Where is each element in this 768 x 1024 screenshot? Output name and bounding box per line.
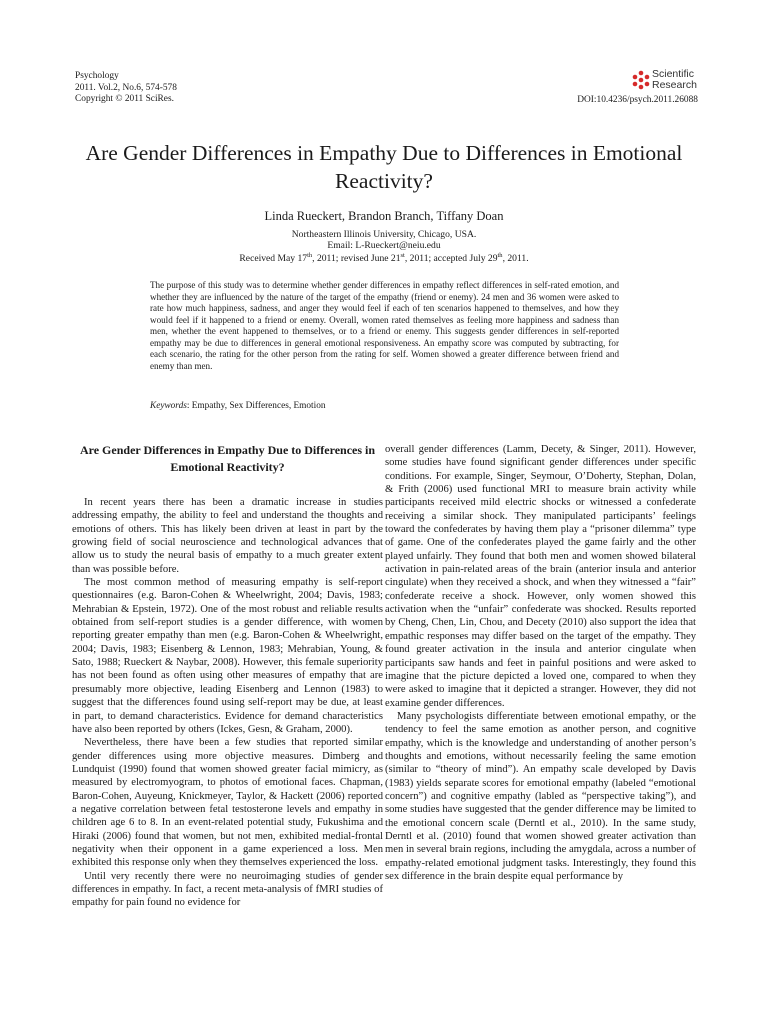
body-column-right [385, 443, 696, 883]
publisher-logo-icon [630, 69, 652, 91]
journal-name: Psychology [75, 71, 119, 81]
doi: DOI:10.4236/psych.2011.26088 [577, 95, 698, 105]
publisher-logo [630, 68, 710, 94]
body-paragraph: overall gender differences (Lamm, Decety, & Singer, 2011). However, some studies have found significant gender differences under specific conditions. For example, Singer, Seymour, O’Doherty, Stephan, Dolan, & Frith (2006) used functional MRI to measure brain activity while participants received mild electric shocks or witnessed a confederate receiving a similar shock. They manipulated participants’ feelings toward the confederates by having them play a “prisoner dilemma” type of game. One of the confederates played the game fairly and the other played unfairly. They found that both men and women showed bilateral activation in pain-related areas of the brain (anterior insula and anterior cingulate) when they received a shock, and when they witnessed a “fair” confederate receive a shock. However, only women showed this activation when the “unfair” confederate was shocked. Results reported by Cheng, Chen, Lin, Chou, and Decety (2010) also support the idea that empathic responses may differ based on the target of the empathy. They found greater activation in the insula and anterior cingulate when participants saw hands and feet in painful positions and were asked to imagine that the picture depicted a loved one, compared to when they were asked to imagine that it depicted a stranger. However, they did not examine gender differences. [385, 444, 696, 709]
keywords-label: Keywords [150, 401, 187, 411]
journal-info [75, 71, 177, 106]
section-heading: Are Gender Differences in Empathy Due to Differences in Emotional Reactivity? [79, 443, 376, 474]
keywords [150, 401, 326, 411]
article-title: Are Gender Differences in Empathy Due to Differences in Emotional Reactivity? [85, 141, 683, 193]
body-paragraph: Many psychologists differentiate between emotional empathy, or the tendency to feel the same emotion as another person, and cognitive empathy, which is the knowledge and understanding of another person’s thoughts and emotions, without necessarily feeling the same emotion (similar to “theory of mind”). An empathy scale developed by Davis (1983) yields separate scores for emotional empathy (labeled “emotional concern”) and cognitive empathy (labled as “perspective taking”), and some studies have suggested that the gender difference may be limited to the emotional concern scale (Derntl et al., 2010). In the same study, Derntl et al. (2010) found that women showed greater activation than men in several brain regions, including the amygdala, across a number of empathy-related emotional judgment tasks. Interestingly, they found this sex difference in the brain despite equal performance by [385, 710, 696, 882]
body-paragraph: In recent years there has been a dramatic increase in studies addressing empathy, the ability to feel and understand the thoughts and emotions of others. This has likely been driven at least in part by the growing field of social neuroscience and technological advances that allow us to study the neural basis of empathy to a much greater extent than was possible before. [72, 497, 383, 575]
keywords-list: : Empathy, Sex Differences, Emotion [186, 401, 326, 411]
journal-copyright: Copyright © 2011 SciRes. [75, 94, 174, 104]
affiliation: Northeastern Illinois University, Chicago, USA. [291, 229, 477, 240]
journal-volume: 2011. Vol.2, No.6, 574-578 [75, 82, 177, 93]
author-list: Linda Rueckert, Brandon Branch, Tiffany Doan [264, 209, 504, 223]
body-paragraph: The most common method of measuring empathy is self-report questionnaires (e.g. Baron-Cohen & Wheelwright, 2004; Davis, 1983; Mehrabian & Epstein, 1972). One of the most robust and reliable results obtained from self-report studies is a gender difference, with women reporting greater empathy than men (e.g. Baron-Cohen & Wheelwright, 2004; Davis, 1983; Eisenberg & Lennon, 1983; Mehrabian, Young, & Sato, 1988; Rueckert & Naybar, 2008). However, this female superiority has not been found as often using other measures of empathy that are presumably more objective, leading Eisenberg and Lennon (1983) to suggest that the differences found using self-report may be due, at least in part, to demand characteristics. Evidence for demand characteristics have also been reported by others (Ickes, Gesn, & Graham, 2000). [72, 577, 383, 735]
received-dates: Received May 17th, 2011; revised June 21st, 2011; accepted July 29th, 2011. [239, 251, 529, 264]
body-paragraph: Until very recently there were no neuroimaging studies of gender differences in empathy. In fact, a recent meta-analysis of fMRI studies of empathy for pain found no evidence for [72, 870, 383, 909]
abstract: The purpose of this study was to determine whether gender differences in empathy reflect differences in self-rated emotion, and whether they are influenced by the nature of the target of the empathy (friend or enemy). 24 men and 36 women were asked to rate how much happiness, sadness, and anger they would feel if each of ten scenarios happened to themselves, and how they would feel if it happened to a friend or enemy. Overall, women rated themselves as feeling more happiness and sadness than men, whether the event happened to themselves, or to a friend or enemy. This suggests gender differences in self-reported empathy may be due to differences in general emotional responsiveness. An empathy score was computed by subtracting, for each scenario, the rating for the other person from the rating for self. Women showed a greater difference between friend and enemy than men. [150, 280, 619, 371]
body-column-left [72, 440, 383, 910]
body-paragraph: Nevertheless, there have been a few studies that reported similar gender differences using more objective measures. Dimberg and Lundquist (1990) found that women showed greater facial mimicry, as measured by electromyogram, to photos of emotional faces. Chapman, Baron-Cohen, Auyeung, Knickmeyer, Taylor, & Hackett (2006) reported a negative correlation between fetal testosterone levels and empathy in children age 6 to 8. In an event-related potential study, Fukushima and Hiraki (2006) found that women, but not men, exhibited medial-frontal negativity when their opponent in a game experienced a loss. Men exhibited this response only when they themselves experienced the loss. [72, 737, 383, 869]
publisher-logo-text: Scientific Research [652, 68, 697, 91]
author-email: Email: L-Rueckert@neiu.edu [327, 240, 441, 251]
affiliation-block [75, 229, 693, 251]
